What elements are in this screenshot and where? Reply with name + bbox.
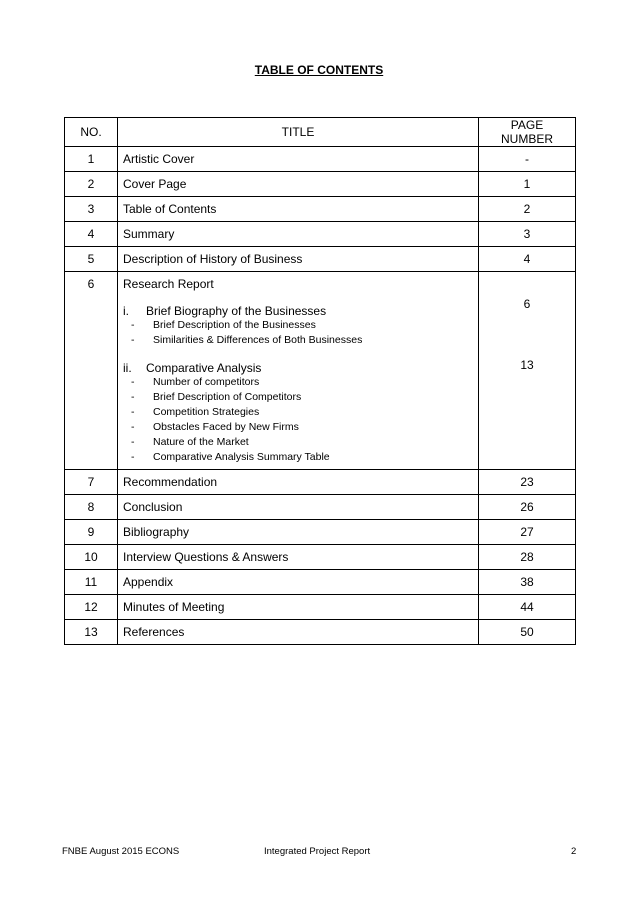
row-number: 2	[65, 172, 118, 197]
dash-bullet-icon: -	[131, 436, 135, 448]
sub-item	[131, 405, 473, 420]
row-page: 28	[479, 545, 576, 570]
dash-bullet-icon: -	[131, 376, 135, 388]
row-number: 12	[65, 595, 118, 620]
row-page: 27	[479, 520, 576, 545]
sub-item-label: Brief Description of Competitors	[153, 391, 302, 403]
sub-item-label: Comparative Analysis Summary Table	[153, 451, 330, 463]
table-header-row	[65, 118, 576, 147]
row-number: 7	[65, 470, 118, 495]
row-page: -	[479, 147, 576, 172]
sub-item-label: Competition Strategies	[153, 406, 260, 418]
sub-item	[131, 435, 473, 450]
table-row	[65, 222, 576, 247]
section-page-i: 6	[523, 297, 531, 311]
sub-item	[131, 420, 473, 435]
table-row	[65, 495, 576, 520]
table-row	[65, 470, 576, 495]
section-heading-i	[123, 304, 473, 318]
research-report-cell	[118, 272, 479, 470]
row-title: Appendix	[118, 570, 479, 595]
row-page: 26	[479, 495, 576, 520]
row-title: Summary	[118, 222, 479, 247]
footer-left: FNBE August 2015 ECONS	[62, 846, 180, 857]
table-row	[65, 570, 576, 595]
row-number: 10	[65, 545, 118, 570]
table-row	[65, 545, 576, 570]
dash-bullet-icon: -	[131, 451, 135, 463]
row-page: 38	[479, 570, 576, 595]
research-page-cell	[479, 272, 576, 470]
row-number: 4	[65, 222, 118, 247]
row-number: 3	[65, 197, 118, 222]
section-number: i.	[123, 304, 129, 318]
column-header-title: TITLE	[118, 118, 479, 147]
row-page: 50	[479, 620, 576, 645]
row-page: 1	[479, 172, 576, 197]
row-number: 5	[65, 247, 118, 272]
row-title: Recommendation	[118, 470, 479, 495]
table-row	[65, 247, 576, 272]
sub-item	[131, 375, 473, 390]
sub-item-label: Number of competitors	[153, 376, 260, 388]
section-title: Brief Biography of the Businesses	[146, 304, 327, 318]
row-title: Bibliography	[118, 520, 479, 545]
row-page: 2	[479, 197, 576, 222]
row-title: Interview Questions & Answers	[118, 545, 479, 570]
table-row	[65, 620, 576, 645]
section-title: Comparative Analysis	[146, 361, 262, 375]
section-page-ii: 13	[520, 358, 534, 372]
row-page: 44	[479, 595, 576, 620]
row-title: Artistic Cover	[118, 147, 479, 172]
dash-bullet-icon: -	[131, 406, 135, 418]
table-row	[65, 197, 576, 222]
sub-item-label: Nature of the Market	[153, 436, 249, 448]
row-title: Cover Page	[118, 172, 479, 197]
row-page: 4	[479, 247, 576, 272]
sub-item	[131, 333, 473, 348]
section-number: ii.	[123, 361, 132, 375]
footer-center: Integrated Project Report	[264, 846, 371, 857]
row-page: 3	[479, 222, 576, 247]
sub-item	[131, 450, 473, 465]
row-page: 23	[479, 470, 576, 495]
table-row	[65, 172, 576, 197]
footer-page-number: 2	[571, 846, 577, 857]
row-number: 1	[65, 147, 118, 172]
sub-item	[131, 390, 473, 405]
sub-item	[131, 318, 473, 333]
table-row	[65, 147, 576, 172]
row-number: 6	[65, 272, 118, 470]
sub-item-label: Obstacles Faced by New Firms	[153, 421, 299, 433]
dash-bullet-icon: -	[131, 421, 135, 433]
research-report-row	[65, 272, 576, 470]
row-title: References	[118, 620, 479, 645]
row-number: 11	[65, 570, 118, 595]
row-title: Research Report	[123, 277, 214, 291]
toc-table	[64, 117, 576, 645]
dash-bullet-icon: -	[131, 334, 135, 346]
row-number: 9	[65, 520, 118, 545]
row-title: Table of Contents	[118, 197, 479, 222]
dash-bullet-icon: -	[131, 319, 135, 331]
row-number: 13	[65, 620, 118, 645]
table-row	[65, 595, 576, 620]
dash-bullet-icon: -	[131, 391, 135, 403]
sub-item-label: Similarities & Differences of Both Businesses	[153, 334, 363, 346]
row-number: 8	[65, 495, 118, 520]
row-title: Description of History of Business	[118, 247, 479, 272]
table-row	[65, 520, 576, 545]
row-title: Minutes of Meeting	[118, 595, 479, 620]
row-title: Conclusion	[118, 495, 479, 520]
column-header-page: PAGE NUMBER	[479, 118, 576, 147]
column-header-no: NO.	[65, 118, 118, 147]
sub-item-label: Brief Description of the Businesses	[153, 319, 316, 331]
page-title: TABLE OF CONTENTS	[254, 63, 384, 77]
section-heading-ii	[123, 361, 473, 375]
